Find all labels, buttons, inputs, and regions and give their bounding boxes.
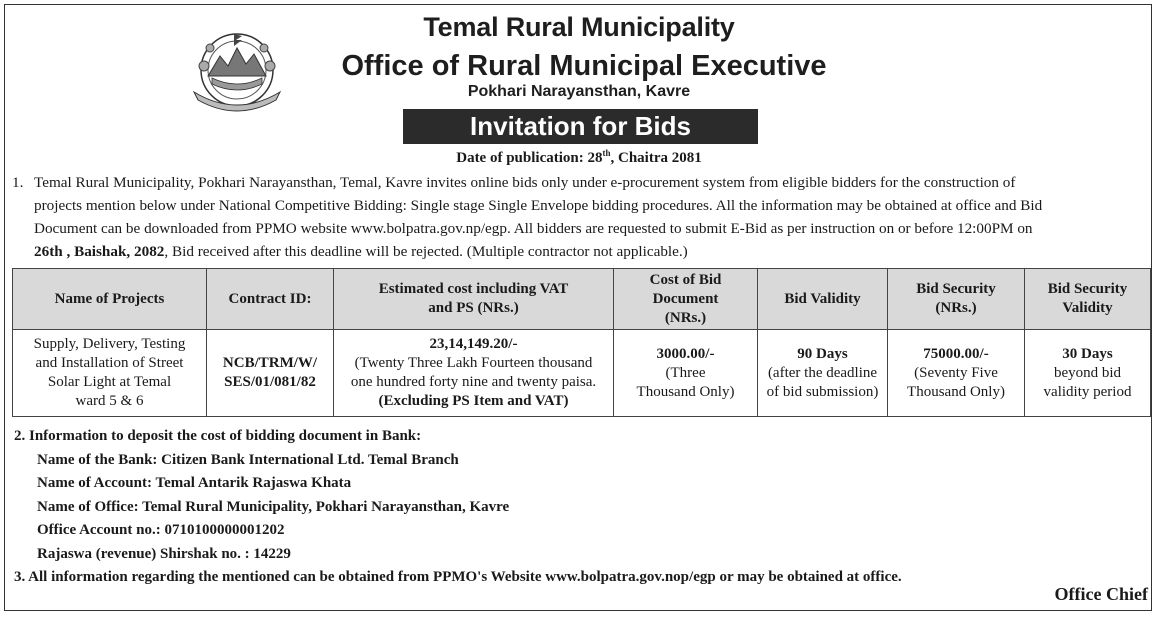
- account-number: Office Account no.: 0710100000001202: [37, 522, 285, 538]
- office-name: Office of Rural Municipal Executive: [341, 50, 827, 82]
- bank-section-title: 2. Information to deposit the cost of bidding document in Bank:: [14, 428, 422, 444]
- submission-deadline: 26th , Baishak, 2082: [34, 243, 165, 260]
- bid-security-cell: 75000.00/- (Seventy Five Thousand Only): [888, 330, 1025, 417]
- account-name: Name of Account: Temal Antarik Rajaswa Khata: [37, 475, 352, 491]
- header-contract-id: Contract ID:: [207, 269, 334, 330]
- project-name-cell: Supply, Delivery, Testing and Installation of Street Solar Light at Temal ward 5 & 6: [13, 330, 207, 417]
- header-bid-validity: Bid Validity: [758, 269, 888, 330]
- notice-title: Invitation for Bids: [403, 109, 758, 144]
- rajaswa-number: Rajaswa (revenue) Shirshak no. : 14229: [37, 545, 291, 562]
- office-address: Pokhari Narayansthan, Kavre: [467, 83, 691, 100]
- municipality-name: Temal Rural Municipality: [423, 12, 735, 42]
- bank-information-section: [14, 425, 902, 590]
- signature-office-chief: Office Chief: [1054, 584, 1148, 604]
- header-estimated-cost: Estimated cost including VAT and PS (NRs.): [334, 269, 614, 330]
- contract-id-cell: NCB/TRM/W/ SES/01/081/82: [207, 330, 334, 417]
- table-row: [13, 330, 1151, 417]
- ppmo-information: 3. All information regarding the mentioned can be obtained from PPMO's Website www.bolpatra.gov.nop/egp or may be obtained at office.: [14, 569, 902, 585]
- security-validity-cell: 30 Days beyond bid validity period: [1025, 330, 1151, 417]
- invitation-paragraph: 1. Temal Rural Municipality, Pokhari Narayansthan, Temal, Kavre invites online bids only under e-procurement system from eligible bidders for the construction of projects mention below under National Competitive Bidding: Single stage Single Envelope bidding procedures. All the information may be obtained at office and Bid Document can be downloaded from PPMO website www.bolpatra.gov.np/egp. All bidders are requested to submit E-Bid as per instruction on or before 12:00PM on 26th , Baishak, 2082, Bid received after this deadline will be rejected. (Multiple contractor not applicable.): [12, 174, 1043, 260]
- bank-name: Name of the Bank: Citizen Bank International Ltd. Temal Branch: [37, 451, 459, 468]
- header-bid-security: Bid Security (NRs.): [888, 269, 1025, 330]
- office-name-line: Name of Office: Temal Rural Municipality, Pokhari Narayansthan, Kavre: [37, 498, 510, 515]
- table-header-row: [13, 269, 1151, 330]
- publication-date: Date of publication: 28th, Chaitra 2081: [456, 148, 702, 166]
- document-cost-cell: 3000.00/- (Three Thousand Only): [614, 330, 758, 417]
- bid-table: [12, 268, 1151, 417]
- bid-validity-cell: 90 Days (after the deadline of bid submission): [758, 330, 888, 417]
- header-name-of-projects: Name of Projects: [13, 269, 207, 330]
- header-bid-security-validity: Bid Security Validity: [1025, 269, 1151, 330]
- estimated-cost-cell: 23,14,149.20/- (Twenty Three Lakh Fourteen thousand one hundred forty nine and twenty paisa. (Excluding PS Item and VAT): [334, 330, 614, 417]
- header-bid-document-cost: Cost of Bid Document (NRs.): [614, 269, 758, 330]
